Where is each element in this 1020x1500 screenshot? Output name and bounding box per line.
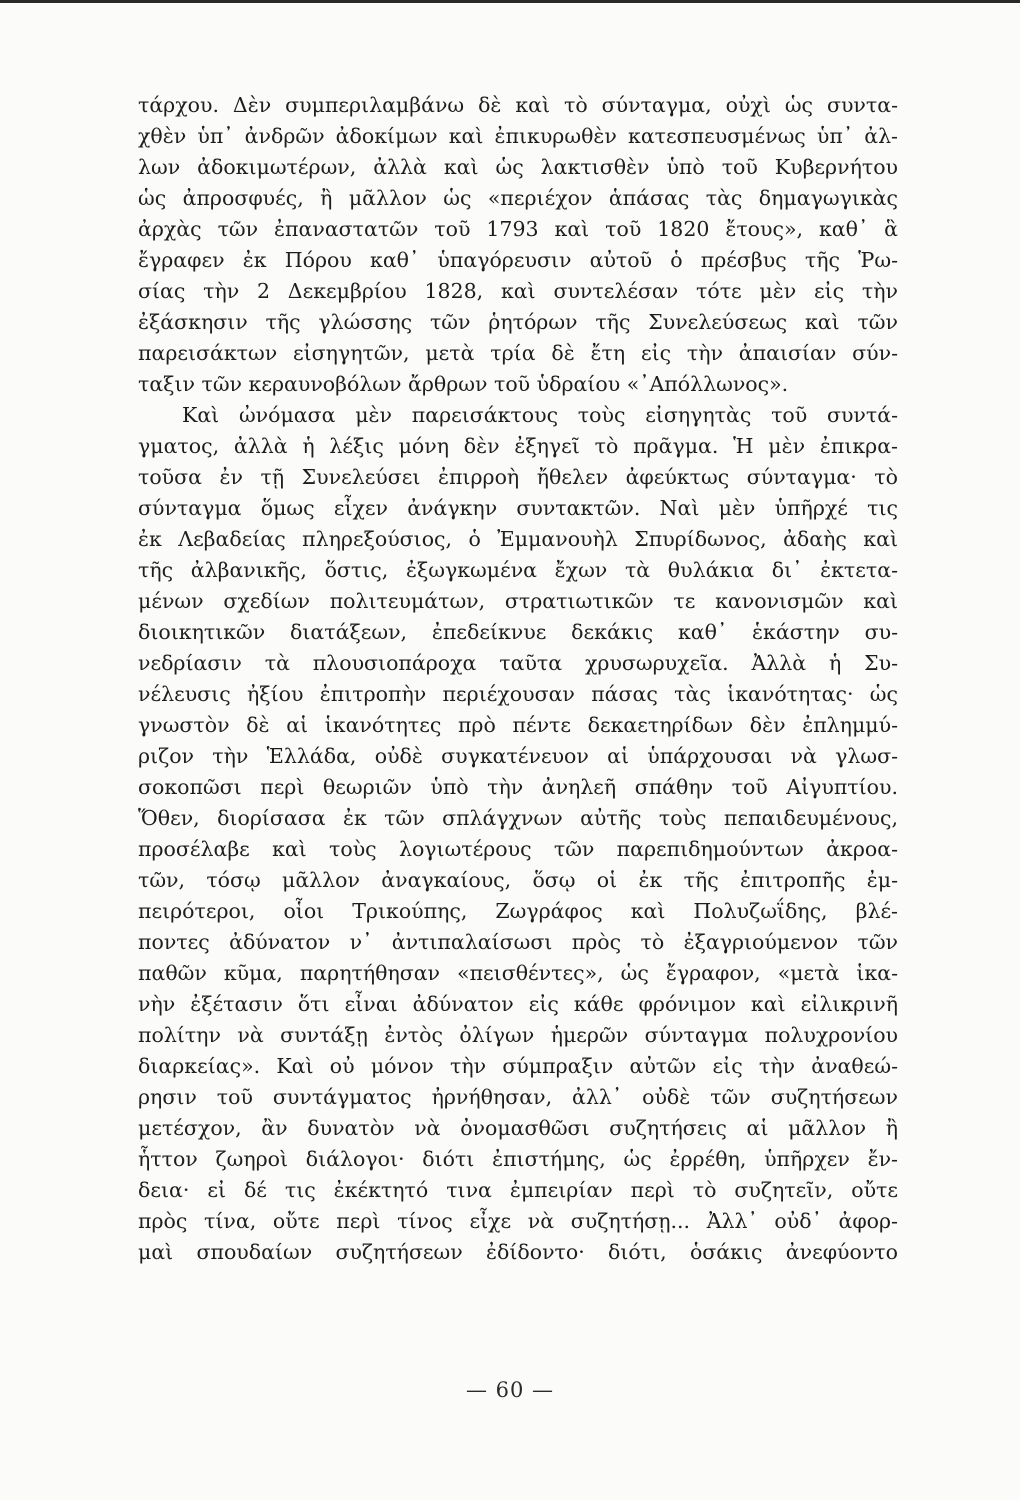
text-line: τάρχου. Δὲν συμπεριλαμβάνω δὲ καὶ τὸ σύνταγμα, οὐχὶ ὡς συντα-: [138, 93, 898, 117]
text-line: πειρότεροι, οἷοι Τρικούπης, Ζωγράφος καὶ Πολυζωΐδης, βλέ-: [138, 899, 898, 923]
text-line: σίας τὴν 2 Δεκεμβρίου 1828, καὶ συντελέσαν τότε μὲν εἰς τὴν: [138, 279, 898, 303]
text-line: ρησιν τοῦ συντάγματος ἠρνήθησαν, ἀλλ᾿ οὐδὲ τῶν συζητήσεων: [138, 1085, 898, 1109]
scan-top-edge: [0, 0, 1020, 3]
text-line: διοικητικῶν διατάξεων, ἐπεδείκνυε δεκάκις καθ᾿ ἑκάστην συ-: [138, 620, 898, 644]
text-line: λων ἀδοκιμωτέρων, ἀλλὰ καὶ ὡς λακτισθὲν ὑπὸ τοῦ Κυβερνήτου: [138, 155, 898, 179]
text-line: πρὸς τίνα, οὔτε περὶ τίνος εἶχε νὰ συζητήσῃ... Ἀλλ᾿ οὐδ᾿ ἀφορ-: [138, 1209, 898, 1233]
text-line: νὴν ἐξέτασιν ὅτι εἶναι ἀδύνατον εἰς κάθε φρόνιμον καὶ εἰλικρινῆ: [138, 992, 898, 1016]
text-line: ποντες ἀδύνατον ν᾿ ἀντιπαλαίσωσι πρὸς τὸ ἐξαγριούμενον τῶν: [138, 930, 898, 954]
text-line: τοῦσα ἐν τῇ Συνελεύσει ἐπιρροὴ ἤθελεν ἀφεύκτως σύνταγμα· τὸ: [138, 465, 898, 489]
text-line: ὡς ἀπροσφυές, ἢ μᾶλλον ὡς «περιέχον ἁπάσας τὰς δημαγωγικὰς: [138, 186, 898, 210]
text-line: μένων σχεδίων πολιτευμάτων, στρατιωτικῶν τε κανονισμῶν καὶ: [138, 589, 898, 613]
text-line: μαὶ σπουδαίων συζητήσεων ἐδίδοντο· διότι, ὁσάκις ἀνεφύοντο: [138, 1240, 898, 1264]
page-number: — 60 —: [465, 1378, 555, 1402]
text-line: τῆς ἀλβανικῆς, ὅστις, ἐξωγκωμένα ἔχων τὰ θυλάκια δι᾿ ἐκτετα-: [138, 558, 898, 582]
text-line: ταξιν τῶν κεραυνοβόλων ἄρθρων τοῦ ὑδραίου «᾿Απόλλωνος».: [138, 372, 789, 396]
body-text: [138, 90, 898, 1268]
text-line: ἐξάσκησιν τῆς γλώσσης τῶν ῥητόρων τῆς Συνελεύσεως καὶ τῶν: [138, 310, 898, 334]
text-line: Καὶ ὠνόμασα μὲν παρεισάκτους τοὺς εἰσηγητὰς τοῦ συντά-: [182, 403, 898, 427]
text-line: σοκοπῶσι περὶ θεωριῶν ὑπὸ τὴν ἀνηλεῆ σπάθην τοῦ Αἰγυπτίου.: [138, 775, 898, 799]
text-line: τῶν, τόσῳ μᾶλλον ἀναγκαίους, ὅσῳ οἱ ἐκ τῆς ἐπιτροπῆς ἐμ-: [138, 868, 898, 892]
text-line: νέλευσις ἠξίου ἐπιτροπὴν περιέχουσαν πάσας τὰς ἱκανότητας· ὡς: [138, 682, 898, 706]
text-line: παρεισάκτων εἰσηγητῶν, μετὰ τρία δὲ ἔτη εἰς τὴν ἀπαισίαν σύν-: [138, 341, 898, 365]
text-line: σύνταγμα ὅμως εἶχεν ἀνάγκην συντακτῶν. Ναὶ μὲν ὑπῆρχέ τις: [138, 496, 898, 520]
text-line: νεδρίασιν τὰ πλουσιοπάροχα ταῦτα χρυσωρυχεῖα. Ἀλλὰ ἡ Συ-: [138, 651, 898, 675]
text-line: ἀρχὰς τῶν ἐπαναστατῶν τοῦ 1793 καὶ τοῦ 1820 ἔτους», καθ᾿ ἃ: [138, 217, 898, 241]
text-line: δεια· εἰ δέ τις ἐκέκτητό τινα ἐμπειρίαν περὶ τὸ συζητεῖν, οὔτε: [138, 1178, 898, 1202]
text-line: γνωστὸν δὲ αἱ ἱκανότητες πρὸ πέντε δεκαετηρίδων δὲν ἐπλημμύ-: [138, 713, 898, 737]
text-line: ἔγραφεν ἐκ Πόρου καθ᾿ ὑπαγόρευσιν αὐτοῦ ὁ πρέσβυς τῆς Ῥω-: [138, 248, 898, 272]
text-line: μετέσχον, ἂν δυνατὸν νὰ ὀνομασθῶσι συζητήσεις αἱ μᾶλλον ἢ: [138, 1116, 898, 1140]
text-line: πολίτην νὰ συντάξῃ ἐντὸς ὀλίγων ἡμερῶν σύνταγμα πολυχρονίου: [138, 1023, 898, 1047]
text-line: ἐκ Λεβαδείας πληρεξούσιος, ὁ Ἐμμανουὴλ Σπυρίδωνος, ἀδαὴς καὶ: [138, 527, 898, 551]
text-line: χθὲν ὑπ᾿ ἀνδρῶν ἀδοκίμων καὶ ἐπικυρωθὲν κατεσπευσμένως ὑπ᾿ ἀλ-: [138, 124, 898, 148]
text-line: Ὅθεν, διορίσασα ἐκ τῶν σπλάγχνων αὐτῆς τοὺς πεπαιδευμένους,: [138, 806, 898, 830]
text-line: γματος, ἀλλὰ ἡ λέξις μόνη δὲν ἐξηγεῖ τὸ πρᾶγμα. Ἡ μὲν ἐπικρα-: [138, 434, 898, 458]
text-line: παθῶν κῦμα, παρητήθησαν «πεισθέντες», ὡς ἔγραφον, «μετὰ ἱκα-: [138, 961, 898, 985]
text-line: διαρκείας». Καὶ οὐ μόνον τὴν σύμπραξιν αὐτῶν εἰς τὴν ἀναθεώ-: [138, 1054, 898, 1078]
text-line: ριζον τὴν Ἑλλάδα, οὐδὲ συγκατένευον αἱ ὑπάρχουσαι νὰ γλωσ-: [138, 744, 898, 768]
text-line: προσέλαβε καὶ τοὺς λογιωτέρους τῶν παρεπιδημούντων ἀκροα-: [138, 837, 898, 861]
text-line: ἧττον ζωηροὶ διάλογοι· διότι ἐπιστήμης, ὡς ἐρρέθη, ὑπῆρχεν ἔν-: [138, 1147, 898, 1171]
